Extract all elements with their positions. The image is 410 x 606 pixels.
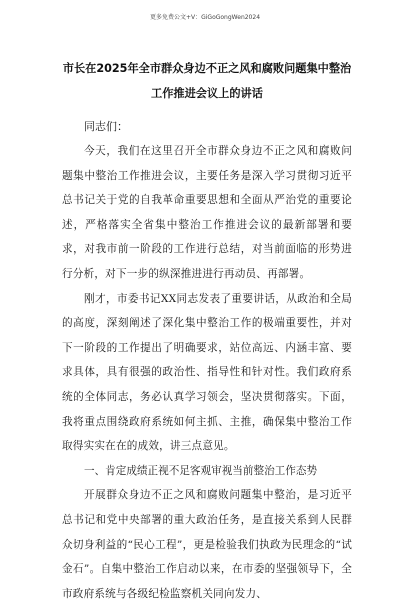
title-line-2: 工作推进会议上的讲话 xyxy=(151,87,263,100)
title-line-1: 市长在2025年全市群众身边不正之风和腐败问题集中整治 xyxy=(62,62,352,75)
body-paragraph-1: 今天，我们在这里召开全市群众身边不正之风和腐败问题集中整治工作推进会议，主要任务是深入学习贯彻习近平总书记关于党的自我革命重要思想和全面从严治党的重要论述，严格落实全省集中整治工作推进会议的最新部署和要求，对我市前一阶段的工作进行总结，对当前面临的形势进行分析，对下一步的纵深推进进行再动员、再部署。 xyxy=(62,145,352,280)
body-paragraph-2: 刚才，市委书记XX同志发表了重要讲话，从政治和全局的高度，深刻阐述了深化集中整治工作的极端重要性，并对下一阶段的工作提出了明确要求，站位高远、内涵丰富、要求具体，具有很强的政治性、指导性和针对性。我们政府系统的全体同志，务必认真学习领会，坚决贯彻落实。下面，我将重点围绕政府系统如何主抓、主推，确保集中整治工作取得实实在在的成效，讲三点意见。 xyxy=(62,292,352,453)
salutation: 同志们： xyxy=(84,120,128,133)
header-note: 更多免费公文+V：GiGoGongWen2024 xyxy=(149,14,261,21)
document-title xyxy=(62,56,352,106)
section-heading-1: 一、肯定成绩正视不足客观审视当前整治工作态势 xyxy=(84,464,318,477)
section-1-paragraph: 开展群众身边不正之风和腐败问题集中整治，是习近平总书记和党中央部署的重大政治任务，是直接关系到人民群众切身利益的“民心工程”，更是检验我们执政为民理念的“试金石”。自集中整治工作启动以来，在市委的坚强领导下，全市政府系统与各级纪检监察机关同向发力、 xyxy=(62,489,352,600)
